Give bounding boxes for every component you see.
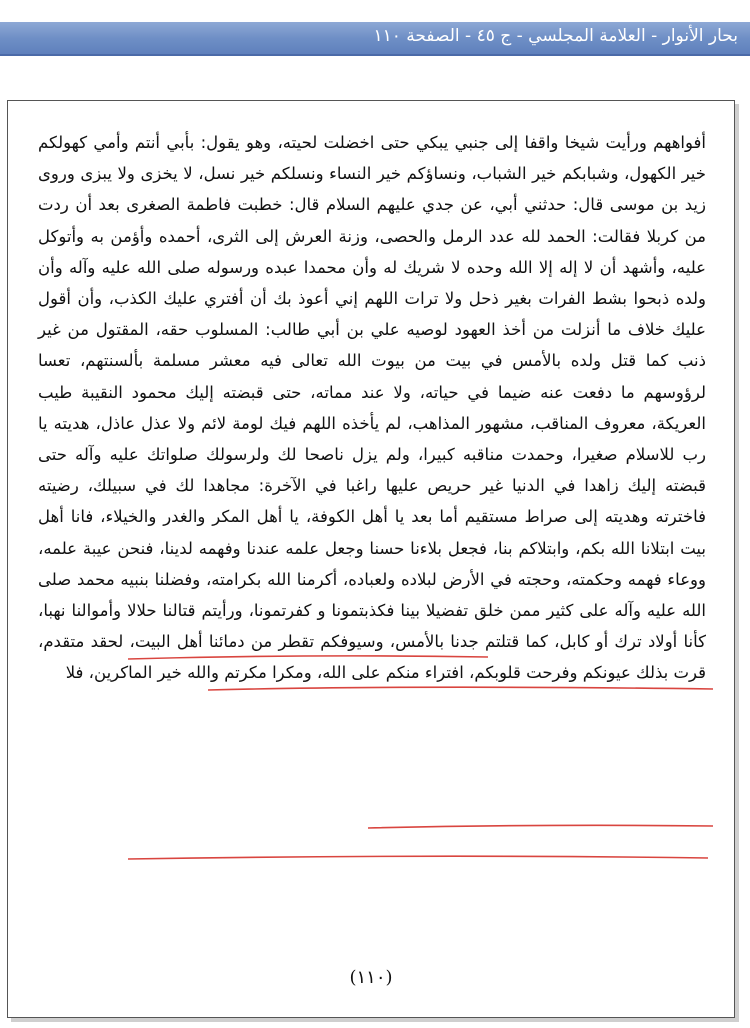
header-bar xyxy=(0,22,750,56)
page-title: بحار الأنوار - العلامة المجلسي - ج ٤٥ - الصفحة ١١٠ xyxy=(373,26,738,46)
underline-stroke xyxy=(368,825,713,828)
page-number: (١١٠) xyxy=(349,967,393,988)
book-page xyxy=(7,100,735,1018)
underline-stroke xyxy=(128,856,708,859)
page-body-text: أفواههم ورأيت شيخا واقفا إلى جنبي يبكي حتى اخضلت لحيته، وهو يقول: بأبي أنتم وأمي كهولكم خير الكهول، وشبابكم خير الشباب، ونساؤكم خير النساء ونسلكم خير نسل، لا يخزى ولا يبزى وروى زيد بن موسى قال: حدثني أبي، عن جدي عليهم السلام قال: خطبت فاطمة الصغرى بعد أن ردت من كربلا فقالت: الحمد لله عدد الرمل والحصى، وزنة العرش إلى الثرى، أحمده وأؤمن به وأتوكل عليه، وأشهد أن لا إله إلا الله وحده لا شريك له وأن محمدا عبده ورسوله صلى الله عليه وآله وأن ولده ذبحوا بشط الفرات بغير ذحل ولا ترات اللهم إني أعوذ بك أن أفتري عليك الكذب، وأن أقول عليك خلاف ما أنزلت من أخذ العهود لوصيه علي بن أبي طالب: المسلوب حقه، المقتول من غير ذنب كما قتل ولده بالأمس في بيت من بيوت الله تعالى فيه معشر مسلمة بألسنتهم، تعسا لرؤوسهم ما دفعت عنه ضيما في حياته، ولا عند مماته، حتى قبضته إليك محمود النقيبة طيب العريكة، معروف المناقب، مشهور المذاهب، لم يأخذه اللهم فيك لومة لائم ولا عذل عاذل، هديته يا رب للاسلام صغيرا، وحمدت مناقبه كبيرا، ولم يزل ناصحا لك ولرسولك صلواتك عليه وآله حتى قبضته إليك زاهدا في الدنيا غير حريص عليها راغبا في الآخرة: مجاهدا لك في سبيلك، رضيته فاخترته وهديته إلى صراط مستقيم أما بعد يا أهل الكوفة، يا أهل المكر والغدر والخيلاء، فانا أهل بيت ابتلانا الله بكم، وابتلاكم بنا، فجعل بلاءنا حسنا وجعل علمه عندنا وفهمه لدينا، فنحن عيبة علمه، ووعاء فهمه وحكمته، وحجته في الأرض لبلاده ولعباده، أكرمنا الله بكرامته، وفضلنا بنبيه محمد صلى الله عليه وآله على كثير ممن خلق تفضيلا بينا فكذبتمونا و كفرتمونا، ورأيتم قتالنا حلالا وأموالنا نهبا، كأنا أولاد ترك أو كابل، كما قتلتم جدنا بالأمس، وسيوفكم تقطر من دمائنا أهل البيت، لحقد متقدم، قرت بذلك عيونكم وفرحت قلوبكم، افتراء منكم على الله، ومكرا مكرتم والله خير الماكرين، فلا xyxy=(38,133,706,683)
